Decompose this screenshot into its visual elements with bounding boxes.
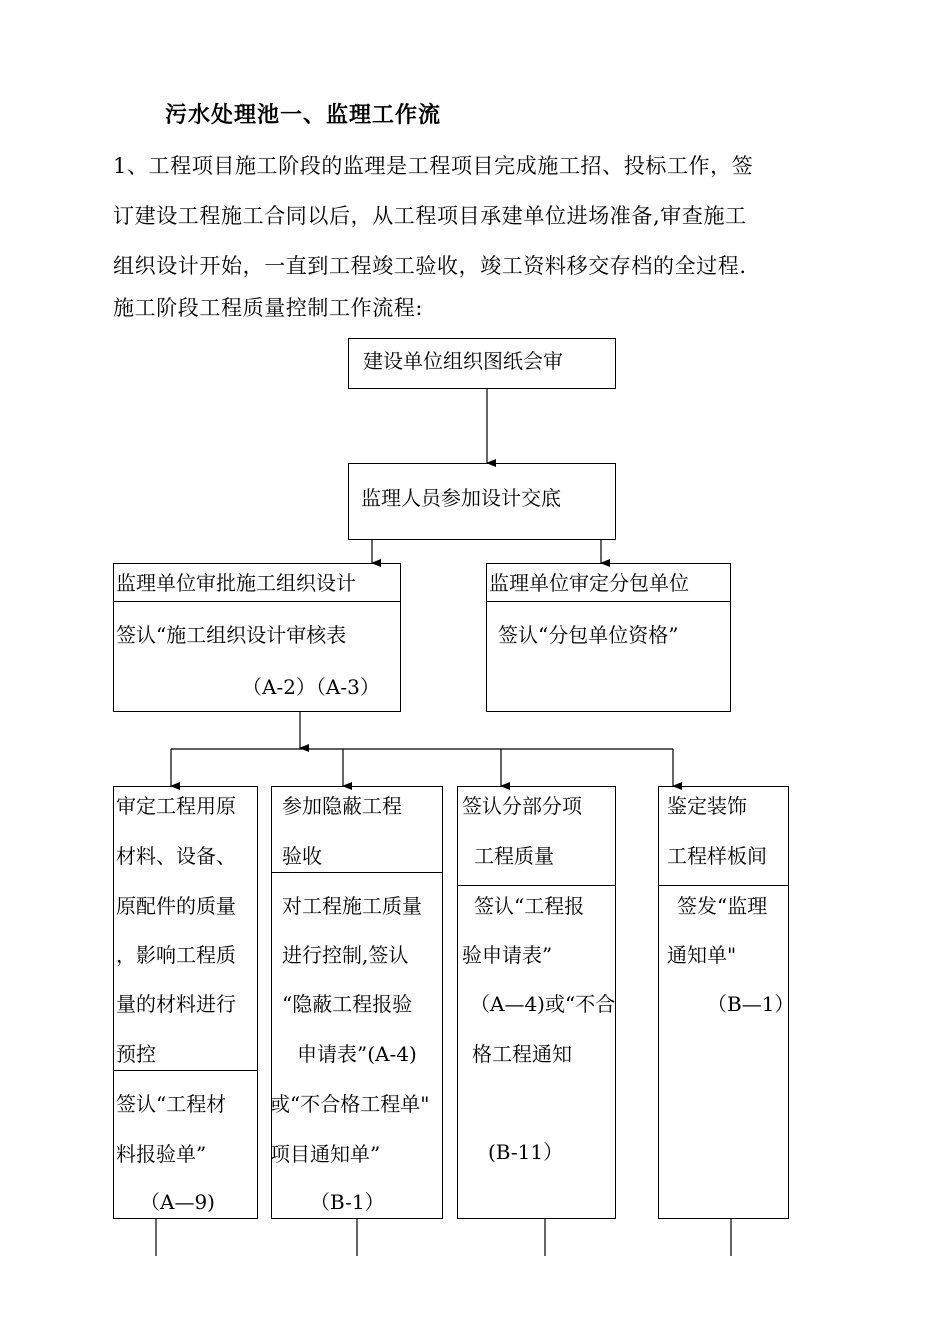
col2-divider	[272, 872, 442, 873]
col3-divider	[458, 885, 615, 886]
col3-line-6: 格工程通知	[472, 1042, 572, 1066]
col1-line-1: 审定工程用原	[116, 794, 236, 818]
col4-line-5: （B—1）	[707, 992, 795, 1016]
col2-line-9: （B-1）	[310, 1190, 385, 1214]
col2-line-6: 申请表”(A-4)	[297, 1042, 417, 1066]
col2-line-7: 或“不合格工程单"	[270, 1092, 430, 1116]
col4-line-2: 工程样板间	[667, 844, 767, 868]
left-box-divider	[114, 601, 400, 602]
col2-line-4: 进行控制,签认	[282, 943, 409, 967]
col2-line-3: 对工程施工质量	[282, 894, 422, 918]
box-design-briefing	[348, 463, 616, 540]
flow-caption: 施工阶段工程质量控制工作流程:	[113, 296, 424, 320]
col1-line-4: ，影响工程质	[116, 943, 236, 967]
box-construction-design-approval	[113, 563, 401, 712]
col2-line-5: “隐蔽工程报验	[282, 992, 413, 1016]
left-box-line-2: （A-2）（A-3）	[242, 675, 380, 699]
box-subdivision-quality	[457, 786, 616, 1219]
col4-line-4: 通知单"	[667, 943, 737, 967]
col3-line-1: 签认分部分项	[462, 794, 582, 818]
left-box-head: 监理单位审批施工组织设计	[116, 571, 356, 595]
col1-line-2: 材料、设备、	[116, 844, 236, 868]
col2-line-8: 项目通知单”	[270, 1142, 381, 1166]
col3-line-3: 签认“工程报	[474, 894, 585, 918]
paragraph-line-3: 组织设计开始，一直到工程竣工验收，竣工资料移交存档的全过程.	[113, 254, 747, 278]
col1-line-9: （A—9)	[140, 1190, 215, 1214]
box-drawing-review	[348, 338, 616, 389]
paragraph-line-2: 订建设工程施工合同以后，从工程项目承建单位进场准备,审查施工	[113, 204, 747, 228]
right-box-line-1: 签认“分包单位资格”	[498, 623, 679, 647]
col2-line-1: 参加隐蔽工程	[282, 794, 402, 818]
left-box-line-1: 签认“施工组织设计审核表	[116, 623, 347, 647]
paragraph-line-1: 1、工程项目施工阶段的监理是工程项目完成施工招、投标工作，签	[113, 154, 754, 178]
right-box-divider	[487, 601, 730, 602]
col1-line-3: 原配件的质量	[116, 894, 236, 918]
page-title: 污水处理池一、监理工作流	[165, 102, 442, 128]
col3-line-5: （A—4)或“不合	[470, 992, 616, 1016]
box-design-briefing-label: 监理人员参加设计交底	[361, 486, 561, 510]
col3-line-4: 验申请表”	[462, 943, 553, 967]
right-box-head: 监理单位审定分包单位	[489, 571, 689, 595]
col3-line-7: (B-11）	[488, 1140, 564, 1164]
box-drawing-review-label: 建设单位组织图纸会审	[363, 349, 563, 373]
col3-line-2: 工程质量	[474, 844, 554, 868]
col2-line-2: 验收	[282, 844, 322, 868]
box-subcontractor-review	[486, 563, 731, 712]
box-sample-room	[658, 786, 795, 1219]
col1-line-7: 签认“工程材	[116, 1092, 227, 1116]
col4-line-1: 鉴定装饰	[667, 794, 747, 818]
col1-line-6: 预控	[116, 1042, 156, 1066]
col1-line-5: 量的材料进行	[116, 992, 236, 1016]
box-concealed-work	[271, 786, 443, 1219]
col1-divider	[114, 1070, 257, 1071]
col4-line-3: 签发“监理	[677, 894, 768, 918]
col1-line-8: 料报验单”	[116, 1142, 207, 1166]
col4-divider	[659, 885, 788, 886]
box-material-control	[113, 786, 258, 1219]
